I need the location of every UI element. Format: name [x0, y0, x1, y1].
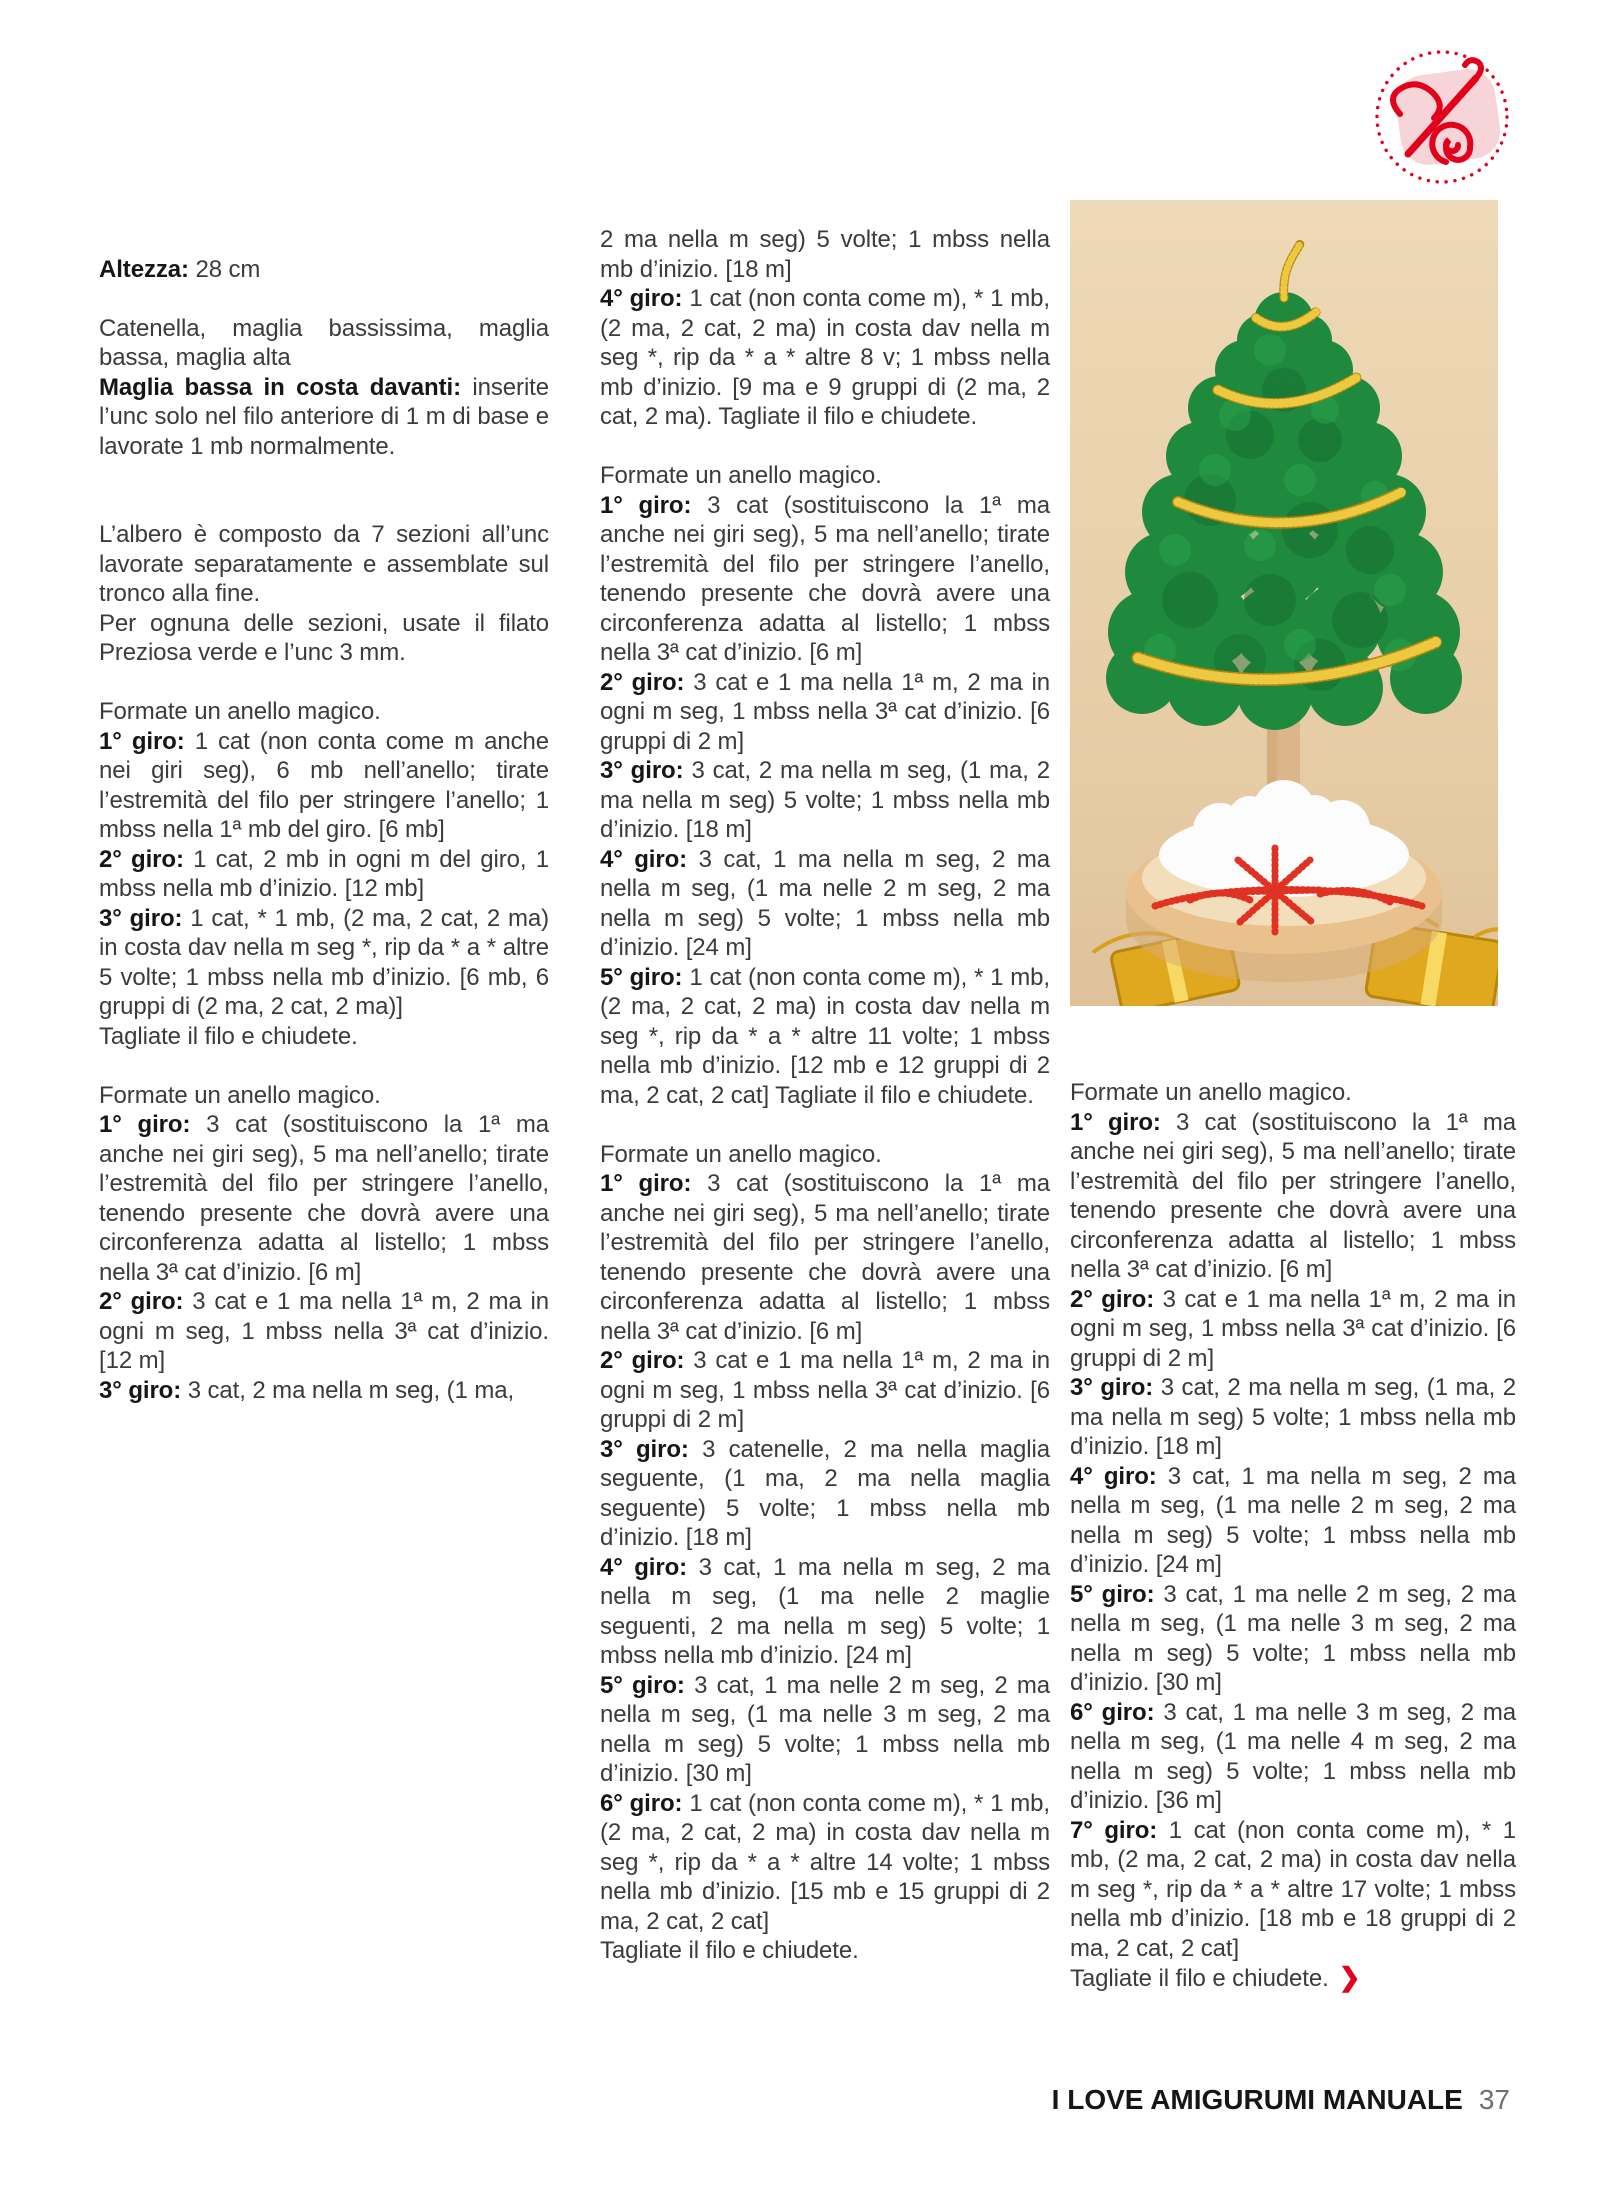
- round-label: 1° giro:: [600, 1170, 708, 1197]
- round-label: 2° giro:: [600, 668, 694, 696]
- pattern-paragraph: [600, 1346, 1050, 1435]
- paragraph-text: 2 ma nella m seg) 5 volte; 1 mbss nella mb d’inizio. [18 m]: [600, 226, 1050, 283]
- round-label: 2° giro:: [600, 1347, 694, 1374]
- pattern-paragraph: [600, 1140, 1050, 1170]
- round-label: 5° giro:: [1070, 1580, 1164, 1608]
- spacer: [600, 1110, 1050, 1140]
- round-label: 6° giro:: [600, 1789, 690, 1817]
- pattern-paragraph: [99, 1022, 549, 1052]
- pattern-paragraph: [600, 963, 1050, 1111]
- pattern-paragraph: [1070, 1580, 1516, 1698]
- round-label: 7° giro:: [1070, 1816, 1169, 1844]
- paragraph-text: inserite l’unc solo nel filo anteriore di 1 m di base e lavorate 1 mb normalmente.: [99, 373, 549, 460]
- paragraph-text: Tagliate il filo e chiudete.: [1070, 1965, 1329, 1992]
- round-label: 3° giro:: [99, 1376, 188, 1404]
- paragraph-text: L’albero è composto da 7 sezioni all’unc lavorate separatamente e assemblate sul tronco alla fine.: [99, 521, 549, 607]
- paragraph-text: 3 catenelle, 2 ma nella maglia seguente, (1 ma, 2 ma nella maglia seguente) 5 volte; 1 mbss nella mb d’inizio. [18 m]: [600, 1435, 1051, 1551]
- paragraph-text: 3 cat, 1 ma nella m seg, 2 ma nella m seg, (1 ma nelle 2 m seg, 2 ma nella m seg) 5 volte; 1 mbss nella mb d’inizio. [24 m]: [1070, 1462, 1516, 1578]
- paragraph-text: 3 cat e 1 ma nella 1ª m, 2 ma in ogni m seg, 1 mbss nella 3ª cat d’inizio. [6 gruppi di 2 m]: [600, 668, 1051, 755]
- pattern-paragraph: [99, 727, 549, 845]
- paragraph-text: 3 cat, 1 ma nelle 2 m seg, 2 ma nella m seg, (1 ma nelle 3 m seg, 2 ma nella m seg) 5 volte; 1 mbss nella mb d’inizio. [30 m]: [1070, 1580, 1517, 1696]
- paragraph-text: 1 cat, * 1 mb, (2 ma, 2 cat, 2 ma) in costa dav nella m seg *, rip da * a * altre 5 volte; 1 mbss nella mb d’inizio. [6 mb, 6 gruppi di (2 ma, 2 cat, 2 ma)]: [99, 904, 549, 1020]
- paragraph-text: 3 cat (sostituiscono la 1ª ma anche nei giri seg), 5 ma nell’anello; tirate l’estremità del filo per stringere l’anello, tenendo presente che dovrà avere una circonferenza adatta al listello; 1 mbss nella 3ª cat d’inizio. [6 m]: [1070, 1108, 1516, 1283]
- pattern-paragraph: [99, 697, 549, 727]
- round-label: 1° giro:: [99, 1111, 207, 1138]
- round-label: 1° giro:: [99, 727, 195, 755]
- column-middle: [600, 225, 1050, 1966]
- paragraph-text: Tagliate il filo e chiudete.: [99, 1022, 358, 1050]
- pattern-paragraph: [600, 284, 1050, 432]
- pattern-paragraph: [99, 609, 549, 668]
- paragraph-text: 3 cat, 1 ma nelle 3 m seg, 2 ma nella m seg, (1 ma nelle 4 m seg, 2 ma nella m seg) 5 volte; 1 mbss nella mb d’inizio. [36 m]: [1070, 1698, 1517, 1814]
- round-label: 2° giro:: [99, 1288, 193, 1315]
- paragraph-text: 3 cat, 2 ma nella m seg, (1 ma, 2 ma nella m seg) 5 volte; 1 mbss nella mb d’inizio. [18 m]: [1070, 1374, 1516, 1460]
- pattern-paragraph: [600, 1671, 1050, 1789]
- pattern-paragraph: [600, 1169, 1050, 1346]
- paragraph-text: 3 cat e 1 ma nella 1ª m, 2 ma in ogni m seg, 1 mbss nella 3ª cat d’inizio. [6 gruppi di 2 m]: [1070, 1285, 1517, 1372]
- paragraph-text: 3 cat, 1 ma nelle 2 m seg, 2 ma nella m seg, (1 ma nelle 3 m seg, 2 ma nella m seg) 5 volte; 1 mbss nella mb d’inizio. [30 m]: [600, 1671, 1050, 1787]
- paragraph-text: Tagliate il filo e chiudete.: [600, 1937, 859, 1964]
- paragraph-text: 3 cat, 2 ma nella m seg, (1 ma,: [187, 1376, 515, 1404]
- pattern-paragraph: [600, 491, 1050, 668]
- pattern-paragraph: [600, 1936, 1050, 1966]
- pattern-paragraph: [1070, 1963, 1516, 1994]
- pattern-paragraph: [1070, 1462, 1516, 1580]
- pattern-paragraph: [600, 668, 1050, 757]
- pattern-paragraph: [99, 904, 549, 1022]
- pattern-paragraph: [600, 1553, 1050, 1671]
- paragraph-text: 3 cat (sostituiscono la 1ª ma anche nei giri seg), 5 ma nell’anello; tirate l’estremità del filo per stringere l’anello, tenendo presente che dovrà avere una circonferenza adatta al listello; 1 mbss nella 3ª cat d’inizio. [6 m]: [600, 491, 1050, 666]
- spacer: [99, 284, 549, 314]
- round-label: 4° giro:: [600, 845, 699, 873]
- pattern-paragraph: [600, 225, 1050, 284]
- pattern-paragraph: [1070, 1285, 1516, 1374]
- paragraph-text: 3 cat (sostituiscono la 1ª ma anche nei giri seg), 5 ma nell’anello; tirate l’estremità del filo per stringere l’anello, tenendo presente che dovrà avere una circonferenza adatta al listello; 1 mbss nella 3ª cat d’inizio. [6 m]: [600, 1170, 1050, 1345]
- paragraph-text: Formate un anello magico.: [99, 1081, 381, 1109]
- paragraph-text: Formate un anello magico.: [600, 1140, 882, 1168]
- pattern-paragraph: [99, 1376, 549, 1406]
- project-photo-crocheted-christmas-tree: [1070, 200, 1498, 1006]
- spacer: [99, 225, 549, 255]
- pattern-paragraph: [600, 461, 1050, 491]
- round-label: Maglia bassa in costa davanti:: [99, 373, 473, 401]
- paragraph-text: 3 cat e 1 ma nella 1ª m, 2 ma in ogni m seg, 1 mbss nella 3ª cat d’inizio. [12 m]: [99, 1288, 550, 1374]
- paragraph-text: 3 cat, 1 ma nella m seg, 2 ma nella m seg, (1 ma nelle 2 m seg, 2 ma nella m seg) 5 volte; 1 mbss nella mb d’inizio. [24 m]: [600, 845, 1050, 961]
- pattern-paragraph: [1070, 1816, 1516, 1964]
- pattern-paragraph: [600, 845, 1050, 963]
- round-label: 1° giro:: [600, 491, 708, 519]
- round-label: 3° giro:: [600, 1435, 703, 1463]
- page-footer: [1052, 2085, 1510, 2115]
- round-label: 6° giro:: [1070, 1698, 1164, 1726]
- round-label: Altezza:: [99, 255, 196, 283]
- paragraph-text: Formate un anello magico.: [1070, 1079, 1352, 1106]
- pattern-paragraph: [1070, 1698, 1516, 1816]
- pattern-paragraph: [99, 373, 549, 462]
- continue-chevron-icon: ❯: [1338, 1962, 1361, 1992]
- pattern-paragraph: [99, 314, 549, 373]
- pattern-paragraph: [600, 1789, 1050, 1937]
- round-label: 5° giro:: [600, 1671, 695, 1699]
- column-right: [1070, 1078, 1516, 1994]
- pattern-paragraph: [99, 1287, 549, 1376]
- round-label: 4° giro:: [600, 285, 690, 312]
- round-label: 4° giro:: [1070, 1462, 1168, 1490]
- paragraph-text: 3 cat e 1 ma nella 1ª m, 2 ma in ogni m seg, 1 mbss nella 3ª cat d’inizio. [6 gruppi di 2 m]: [600, 1347, 1051, 1433]
- paragraph-text: 1 cat (non conta come m), * 1 mb, (2 ma, 2 cat, 2 ma) in costa dav nella m seg *, rip da * a * altre 8 v; 1 mbss nella mb d’inizio. [9 ma e 9 gruppi di (2 ma, 2 cat, 2 ma). Tagliate il filo e chiudete.: [600, 285, 1050, 430]
- footer-brand: I LOVE AMIGURUMI MANUALE: [1051, 2084, 1463, 2115]
- christmas-tree-photo-illustration: [1070, 200, 1498, 1006]
- pattern-paragraph: [1070, 1373, 1516, 1462]
- pattern-paragraph: [99, 1081, 549, 1111]
- round-label: 2° giro:: [1070, 1285, 1163, 1313]
- pattern-paragraph: [1070, 1078, 1516, 1108]
- paragraph-text: 1 cat (non conta come m), * 1 mb, (2 ma, 2 cat, 2 ma) in costa dav nella m seg *, rip da * a * altre 17 volte; 1 mbss nella mb d’inizio. [18 mb e 18 gruppi di 2 ma, 2 cat, 2 cat]: [1070, 1816, 1517, 1962]
- paragraph-text: Catenella, maglia bassissima, maglia bassa, maglia alta: [99, 314, 549, 371]
- paragraph-text: 3 cat, 2 ma nella m seg, (1 ma, 2 ma nella m seg) 5 volte; 1 mbss nella mb d’inizio. [18 m]: [600, 757, 1050, 843]
- spacer: [600, 432, 1050, 462]
- paragraph-text: 28 cm: [195, 255, 261, 283]
- paragraph-text: 3 cat (sostituiscono la 1ª ma anche nei giri seg), 5 ma nell’anello; tirate l’estremità del filo per stringere l’anello, tenendo presente che dovrà avere una circonferenza adatta al listello; 1 mbss nella 3ª cat d’inizio. [6 m]: [99, 1111, 549, 1286]
- spacer: [99, 461, 549, 520]
- pattern-paragraph: [99, 520, 549, 609]
- paragraph-text: 1 cat (non conta come m anche nei giri seg), 6 mb nell’anello; tirate l’estremità del filo per stringere l’anello; 1 mbss nella 1ª mb del giro. [6 mb]: [99, 727, 549, 843]
- round-label: 3° giro:: [1070, 1374, 1161, 1401]
- round-label: 2° giro:: [99, 845, 194, 873]
- paragraph-text: Per ognuna delle sezioni, usate il filato Preziosa verde e l’unc 3 mm.: [99, 609, 549, 666]
- round-label: 1° giro:: [1070, 1108, 1176, 1136]
- pattern-paragraph: [1070, 1108, 1516, 1285]
- round-label: 4° giro:: [600, 1553, 699, 1581]
- round-label: 3° giro:: [99, 904, 191, 932]
- round-label: 5° giro:: [600, 963, 690, 991]
- spacer: [99, 1051, 549, 1081]
- magazine-logo: [1362, 32, 1522, 192]
- pattern-paragraph: [99, 255, 549, 285]
- page-number: 37: [1478, 2084, 1510, 2115]
- paragraph-text: 1 cat, 2 mb in ogni m del giro, 1 mbss nella mb d’inizio. [12 mb]: [99, 845, 550, 902]
- pattern-paragraph: [99, 1110, 549, 1287]
- spacer: [99, 668, 549, 698]
- round-label: 3° giro:: [600, 757, 692, 784]
- pattern-paragraph: [600, 756, 1050, 845]
- pattern-paragraph: [600, 1435, 1050, 1553]
- paragraph-text: 1 cat (non conta come m), * 1 mb, (2 ma, 2 cat, 2 ma) in costa dav nella m seg *, rip da * a * altre 14 volte; 1 mbss nella mb d’inizio. [15 mb e 15 gruppi di 2 ma, 2 cat, 2 cat]: [600, 1789, 1050, 1935]
- crochet-hook-logo-icon: [1362, 32, 1522, 192]
- paragraph-text: Formate un anello magico.: [600, 462, 882, 489]
- paragraph-text: 3 cat, 1 ma nella m seg, 2 ma nella m seg, (1 ma nelle 2 maglie seguenti, 2 ma nella m seg) 5 volte; 1 mbss nella mb d’inizio. [24 m]: [600, 1553, 1050, 1669]
- column-left: [99, 225, 549, 1405]
- paragraph-text: Formate un anello magico.: [99, 698, 381, 725]
- pattern-paragraph: [99, 845, 549, 904]
- paragraph-text: 1 cat (non conta come m), * 1 mb, (2 ma, 2 cat, 2 ma) in costa dav nella m seg *, rip da * a * altre 11 volte; 1 mbss nella mb d’inizio. [12 mb e 12 gruppi di 2 ma, 2 cat, 2 cat] Tagliate il filo e chiudete.: [600, 963, 1050, 1109]
